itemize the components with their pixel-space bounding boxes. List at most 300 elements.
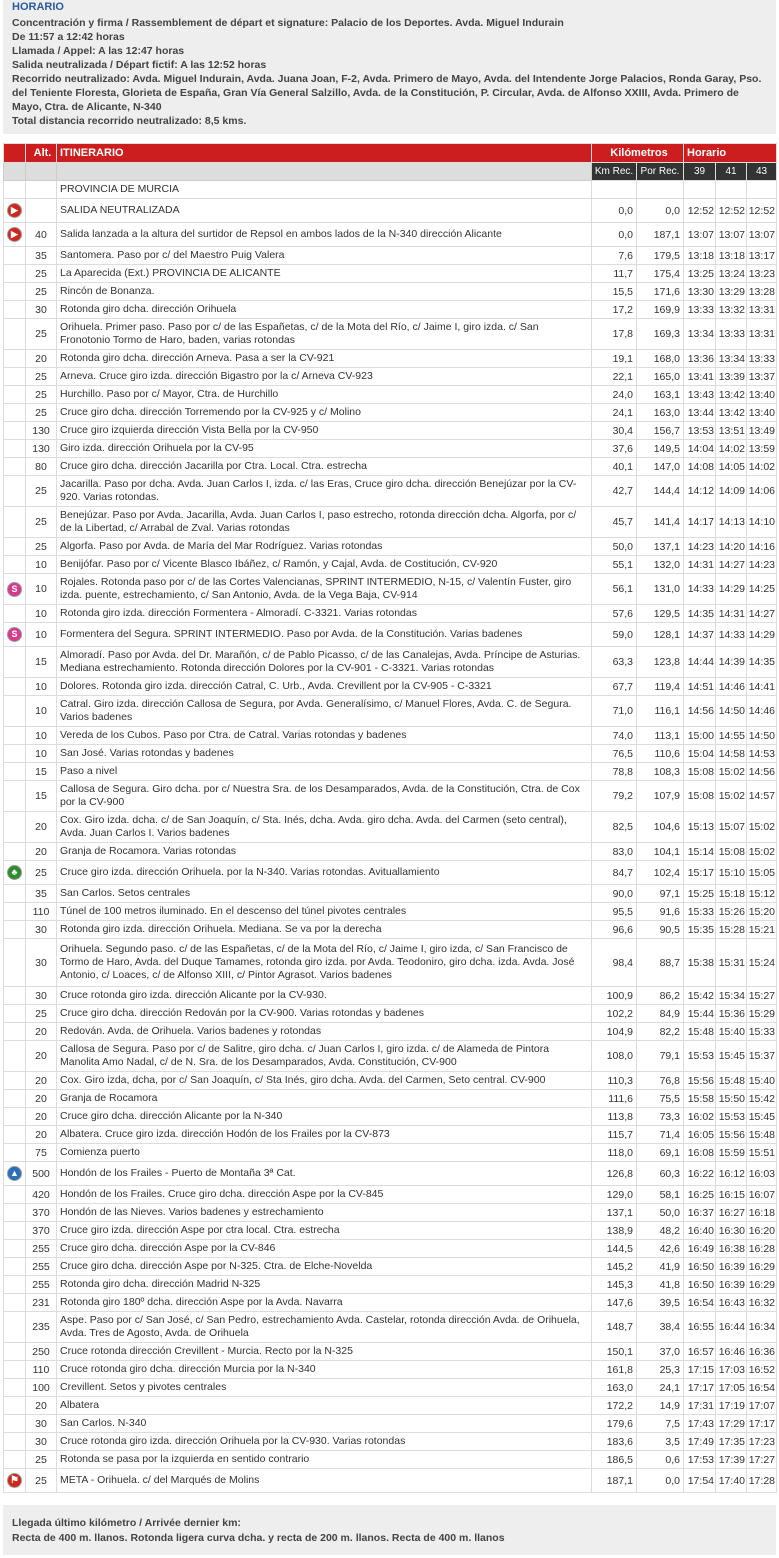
row-km-rec: 138,9: [592, 1222, 637, 1240]
row-km-rec: [592, 181, 637, 199]
row-km-rec: 83,0: [592, 843, 637, 861]
table-row: [4, 556, 777, 574]
row-itinerary: Hondón de los Frailes - Puerto de Montaña 3ª Cat.: [57, 1162, 592, 1186]
row-altitude: 15: [26, 763, 57, 781]
row-time-43: 17:07: [747, 1397, 777, 1415]
row-time-41: 13:18: [716, 247, 747, 265]
row-km-rec: 59,0: [592, 623, 637, 647]
row-time-41: 13:42: [716, 386, 747, 404]
row-icon-cell: [4, 987, 26, 1005]
row-time-41: 13:07: [716, 223, 747, 247]
row-km-rec: 15,5: [592, 283, 637, 301]
row-km-rec: 137,1: [592, 1204, 637, 1222]
subheader-por-rec: Por Rec.: [637, 163, 684, 181]
row-time-39: 14:44: [684, 647, 716, 678]
row-altitude: 30: [26, 301, 57, 319]
table-row: [4, 247, 777, 265]
row-icon-cell: [4, 1222, 26, 1240]
row-altitude: 235: [26, 1312, 57, 1343]
table-row: [4, 368, 777, 386]
row-time-39: 13:33: [684, 301, 716, 319]
row-por-rec: 14,9: [637, 1397, 684, 1415]
row-itinerary: Arneva. Cruce giro izda. dirección Bigastro por la c/ Arneva CV-923: [57, 368, 592, 386]
row-por-rec: 69,1: [637, 1144, 684, 1162]
table-row: [4, 404, 777, 422]
row-km-rec: 19,1: [592, 350, 637, 368]
row-por-rec: 71,4: [637, 1126, 684, 1144]
row-time-39: 15:08: [684, 781, 716, 812]
row-altitude: 10: [26, 605, 57, 623]
page-title: HORARIO: [12, 1, 64, 13]
row-time-41: 16:27: [716, 1204, 747, 1222]
row-km-rec: 126,8: [592, 1162, 637, 1186]
row-por-rec: 3,5: [637, 1433, 684, 1451]
row-icon-cell: [4, 647, 26, 678]
table-header: [4, 144, 777, 163]
row-time-39: 14:12: [684, 476, 716, 507]
row-por-rec: 42,6: [637, 1240, 684, 1258]
table-row: [4, 745, 777, 763]
table-row: [4, 987, 777, 1005]
header-horario: Horario: [684, 144, 777, 163]
row-por-rec: 163,0: [637, 404, 684, 422]
row-time-39: 13:43: [684, 386, 716, 404]
row-time-39: 15:44: [684, 1005, 716, 1023]
row-time-43: 13:49: [747, 422, 777, 440]
subheader-blank-1: [4, 163, 26, 181]
row-time-43: 17:17: [747, 1415, 777, 1433]
row-por-rec: 84,9: [637, 1005, 684, 1023]
row-itinerary: PROVINCIA DE MURCIA: [57, 181, 592, 199]
row-time-39: 14:56: [684, 696, 716, 727]
row-time-43: 15:51: [747, 1144, 777, 1162]
row-time-41: 17:03: [716, 1361, 747, 1379]
row-por-rec: 91,6: [637, 903, 684, 921]
table-row: [4, 301, 777, 319]
row-time-43: 14:27: [747, 605, 777, 623]
row-time-41: 15:02: [716, 781, 747, 812]
row-km-rec: 187,1: [592, 1469, 637, 1493]
row-km-rec: 98,4: [592, 939, 637, 987]
row-itinerary: Cruce giro dcha. dirección Aspe por N-325. Ctra. de Elche-Novelda: [57, 1258, 592, 1276]
row-time-39: 17:31: [684, 1397, 716, 1415]
row-time-39: 13:53: [684, 422, 716, 440]
row-km-rec: 17,2: [592, 301, 637, 319]
row-altitude: [26, 181, 57, 199]
row-time-43: 13:07: [747, 223, 777, 247]
row-time-43: 15:24: [747, 939, 777, 987]
row-km-rec: 90,0: [592, 885, 637, 903]
row-time-43: 15:20: [747, 903, 777, 921]
row-time-39: 16:08: [684, 1144, 716, 1162]
row-km-rec: 118,0: [592, 1144, 637, 1162]
row-itinerary: Callosa de Segura. Giro dcha. por c/ Nuestra Sra. de los Desamparados, Avda. de la Constitución, Ctra. de Cox por la CV-900: [57, 781, 592, 812]
table-row: [4, 1204, 777, 1222]
row-time-43: 17:28: [747, 1469, 777, 1493]
row-por-rec: 86,2: [637, 987, 684, 1005]
row-time-41: 15:59: [716, 1144, 747, 1162]
row-por-rec: 58,1: [637, 1186, 684, 1204]
row-itinerary: Redován. Avda. de Orihuela. Varios badenes y rotondas: [57, 1023, 592, 1041]
row-icon-cell: [4, 1126, 26, 1144]
table-row: [4, 647, 777, 678]
row-time-43: 16:28: [747, 1240, 777, 1258]
row-time-39: 15:08: [684, 763, 716, 781]
row-altitude: 35: [26, 885, 57, 903]
table-row: [4, 386, 777, 404]
row-itinerary: Rotonda giro dcha. dirección Arneva. Pasa a ser la CV-921: [57, 350, 592, 368]
row-km-rec: 76,5: [592, 745, 637, 763]
row-icon-cell: [4, 678, 26, 696]
row-km-rec: 63,3: [592, 647, 637, 678]
table-row: [4, 1361, 777, 1379]
row-altitude: 110: [26, 1361, 57, 1379]
row-km-rec: 82,5: [592, 812, 637, 843]
row-time-41: 15:10: [716, 861, 747, 885]
table-row: [4, 1090, 777, 1108]
row-km-rec: 163,0: [592, 1379, 637, 1397]
row-altitude: 20: [26, 1126, 57, 1144]
row-icon-cell: [4, 1258, 26, 1276]
sprint-icon: S: [7, 627, 22, 642]
row-icon-cell: [4, 1433, 26, 1451]
row-time-43: 14:46: [747, 696, 777, 727]
row-itinerary: Cruce giro dcha. dirección Redován por la CV-900. Varias rotondas y badenes: [57, 1005, 592, 1023]
row-time-43: 13:40: [747, 386, 777, 404]
row-itinerary: Cox. Giro izda, dcha, por c/ San Joaquín, c/ Sta Inés, giro dcha. Avda. del Carmen, Seto central. CV-900: [57, 1072, 592, 1090]
row-itinerary: Cruce giro izda. dirección Orihuela. por la N-340. Varias rotondas. Avituallamiento: [57, 861, 592, 885]
row-time-39: 17:54: [684, 1469, 716, 1493]
row-icon-cell: [4, 199, 26, 223]
table-row: [4, 1144, 777, 1162]
row-time-43: 16:32: [747, 1294, 777, 1312]
row-por-rec: 97,1: [637, 885, 684, 903]
table-row: [4, 727, 777, 745]
row-icon-cell: [4, 1469, 26, 1493]
row-time-41: 15:53: [716, 1108, 747, 1126]
row-km-rec: 104,9: [592, 1023, 637, 1041]
row-altitude: 25: [26, 1005, 57, 1023]
table-row: [4, 199, 777, 223]
row-icon-cell: [4, 1204, 26, 1222]
row-time-41: 17:39: [716, 1451, 747, 1469]
row-time-39: 14:17: [684, 507, 716, 538]
row-icon-cell: [4, 727, 26, 745]
row-km-rec: 50,0: [592, 538, 637, 556]
row-altitude: 420: [26, 1186, 57, 1204]
row-time-43: 16:54: [747, 1379, 777, 1397]
row-time-41: 17:19: [716, 1397, 747, 1415]
row-time-41: 14:20: [716, 538, 747, 556]
row-icon-cell: [4, 350, 26, 368]
row-por-rec: 169,9: [637, 301, 684, 319]
row-altitude: 25: [26, 1469, 57, 1493]
row-altitude: 20: [26, 1041, 57, 1072]
table-row: [4, 861, 777, 885]
row-itinerary: Benejúzar. Paso por Avda. Jacarilla, Avda. Juan Carlos I, paso estrecho, rotonda dirección dcha. Algorfa, por c/ de la Libertad, c/ Arrabal de Zval. Varias rotondas: [57, 507, 592, 538]
row-time-39: 14:31: [684, 556, 716, 574]
row-altitude: 15: [26, 781, 57, 812]
row-altitude: 10: [26, 727, 57, 745]
row-time-41: 15:07: [716, 812, 747, 843]
row-time-41: 16:46: [716, 1343, 747, 1361]
header-line-assembly: Concentración y firma / Rassemblement de départ et signature: Palacio de los Deportes. Avda. Miguel Indurain: [12, 17, 564, 29]
row-itinerary: Albatera: [57, 1397, 592, 1415]
row-altitude: 25: [26, 283, 57, 301]
row-itinerary: Hurchillo. Paso por c/ Mayor, Ctra. de Hurchillo: [57, 386, 592, 404]
row-time-43: 15:42: [747, 1090, 777, 1108]
row-time-39: 15:58: [684, 1090, 716, 1108]
row-itinerary: Rotonda giro dcha. dirección Orihuela: [57, 301, 592, 319]
row-icon-cell: [4, 1451, 26, 1469]
row-altitude: 25: [26, 507, 57, 538]
row-time-41: 14:46: [716, 678, 747, 696]
table-row: [4, 1005, 777, 1023]
row-km-rec: 108,0: [592, 1041, 637, 1072]
row-por-rec: 187,1: [637, 223, 684, 247]
row-itinerary: Túnel de 100 metros iluminado. En el descenso del túnel pivotes centrales: [57, 903, 592, 921]
row-icon-cell: [4, 283, 26, 301]
row-time-43: 14:02: [747, 458, 777, 476]
row-altitude: 25: [26, 476, 57, 507]
table-row: [4, 1222, 777, 1240]
subheader-speed-41: 41: [716, 163, 747, 181]
row-altitude: 30: [26, 1415, 57, 1433]
row-por-rec: 50,0: [637, 1204, 684, 1222]
row-time-43: 14:10: [747, 507, 777, 538]
row-time-43: 15:27: [747, 987, 777, 1005]
row-time-39: 17:49: [684, 1433, 716, 1451]
table-row: [4, 1451, 777, 1469]
row-time-39: 16:57: [684, 1343, 716, 1361]
row-itinerary: Dolores. Rotonda giro izda. dirección Catral, C. Urb., Avda. Crevillent por la CV-905 - C-3321: [57, 678, 592, 696]
row-time-41: 13:51: [716, 422, 747, 440]
row-altitude: 30: [26, 1433, 57, 1451]
header-line-time: De 11:57 a 12:42 horas: [12, 31, 125, 43]
row-por-rec: 0,0: [637, 199, 684, 223]
row-time-39: 16:55: [684, 1312, 716, 1343]
row-time-39: 15:00: [684, 727, 716, 745]
row-km-rec: 11,7: [592, 265, 637, 283]
row-time-39: 16:02: [684, 1108, 716, 1126]
row-time-41: 14:31: [716, 605, 747, 623]
table-row: [4, 1397, 777, 1415]
row-time-39: 13:18: [684, 247, 716, 265]
row-time-39: 17:17: [684, 1379, 716, 1397]
row-icon-cell: [4, 861, 26, 885]
row-icon-cell: [4, 1108, 26, 1126]
table-row: [4, 1186, 777, 1204]
row-itinerary: Almoradí. Paso por Avda. del Dr. Marañón, c/ de Pablo Picasso, c/ de las Canalejas, Avda. Príncipe de Asturias. Mediana estrechamiento. Rotonda dirección Dolores por la CV-901 - C-3321. Varias rotondas: [57, 647, 592, 678]
row-km-rec: 30,4: [592, 422, 637, 440]
row-time-43: 14:25: [747, 574, 777, 605]
row-time-43: 15:29: [747, 1005, 777, 1023]
row-km-rec: 150,1: [592, 1343, 637, 1361]
table-row: [4, 319, 777, 350]
row-km-rec: 55,1: [592, 556, 637, 574]
row-time-43: 16:07: [747, 1186, 777, 1204]
row-time-43: 15:12: [747, 885, 777, 903]
row-altitude: 25: [26, 386, 57, 404]
row-icon-cell: [4, 458, 26, 476]
row-icon-cell: [4, 1240, 26, 1258]
row-km-rec: 102,2: [592, 1005, 637, 1023]
table-row: [4, 265, 777, 283]
row-time-39: 16:40: [684, 1222, 716, 1240]
row-km-rec: 22,1: [592, 368, 637, 386]
row-time-39: 15:14: [684, 843, 716, 861]
row-time-41: 15:50: [716, 1090, 747, 1108]
row-time-41: 13:39: [716, 368, 747, 386]
row-altitude: 20: [26, 350, 57, 368]
row-por-rec: 88,7: [637, 939, 684, 987]
row-icon-cell: [4, 507, 26, 538]
row-time-43: 15:33: [747, 1023, 777, 1041]
finish-icon: ⚑: [7, 1473, 22, 1488]
row-km-rec: 183,6: [592, 1433, 637, 1451]
row-por-rec: 128,1: [637, 623, 684, 647]
subheader-speed-43: 43: [747, 163, 777, 181]
row-time-41: 15:28: [716, 921, 747, 939]
row-km-rec: 24,0: [592, 386, 637, 404]
row-itinerary: San José. Varias rotondas y badenes: [57, 745, 592, 763]
start-icon: ▶: [7, 227, 22, 242]
row-itinerary: Crevillent. Setos y pivotes centrales: [57, 1379, 592, 1397]
row-time-43: 14:41: [747, 678, 777, 696]
header-itinerario: ITINERARIO: [57, 144, 592, 163]
row-time-39: 16:05: [684, 1126, 716, 1144]
row-km-rec: 145,2: [592, 1258, 637, 1276]
start-icon: ▶: [7, 203, 22, 218]
row-time-41: 13:34: [716, 350, 747, 368]
row-time-39: 15:13: [684, 812, 716, 843]
row-time-41: 15:34: [716, 987, 747, 1005]
table-row: [4, 1379, 777, 1397]
row-time-41: 17:40: [716, 1469, 747, 1493]
row-time-41: 14:02: [716, 440, 747, 458]
table-row: [4, 458, 777, 476]
row-time-43: 14:16: [747, 538, 777, 556]
row-time-41: 16:15: [716, 1186, 747, 1204]
row-altitude: 10: [26, 574, 57, 605]
row-time-43: 13:28: [747, 283, 777, 301]
row-por-rec: 39,5: [637, 1294, 684, 1312]
row-time-39: 14:37: [684, 623, 716, 647]
row-altitude: 370: [26, 1222, 57, 1240]
row-icon-cell: [4, 1090, 26, 1108]
row-time-41: 16:39: [716, 1258, 747, 1276]
footer-last-km-desc: Recta de 400 m. llanos. Rotonda ligera curva dcha. y recta de 200 m. llanos. Recta de 400 m. llanos: [12, 1532, 505, 1544]
mountain-icon: ▲: [7, 1166, 22, 1181]
row-icon-cell: [4, 1343, 26, 1361]
row-por-rec: 60,3: [637, 1162, 684, 1186]
row-por-rec: 73,3: [637, 1108, 684, 1126]
row-time-43: 14:35: [747, 647, 777, 678]
header-route: Recorrido neutralizado: Avda. Miguel Indurain, Avda. Juana Joan, F-2, Avda. Primero de Mayo, Avda. del Intendente Jorge Palacios, Ronda Garay, Pso. del Teniente Floresta, Glorieta de España, Gran Vía General Salzillo, Avda. de la Constitución, P. Circular, Avda. de Alfonso XXIII, Avda. Primero de Mayo, Ctra. de Alicante, N-340: [12, 73, 762, 113]
row-icon-cell: [4, 223, 26, 247]
table-row: [4, 1126, 777, 1144]
table-subheader: [4, 163, 777, 181]
row-itinerary: Benijófar. Paso por c/ Vicente Blasco Ibáñez, c/ Ramón, y Cajal, Avda. de Costitución, CV-920: [57, 556, 592, 574]
row-time-41: 15:40: [716, 1023, 747, 1041]
row-icon-cell: [4, 885, 26, 903]
row-icon-cell: [4, 476, 26, 507]
row-time-39: 13:44: [684, 404, 716, 422]
row-time-41: 14:55: [716, 727, 747, 745]
row-altitude: 30: [26, 921, 57, 939]
row-itinerary: Cruce rotonda dirección Crevillent - Murcia. Recto por la N-325: [57, 1343, 592, 1361]
row-time-39: 17:15: [684, 1361, 716, 1379]
row-km-rec: 186,5: [592, 1451, 637, 1469]
row-time-39: 17:53: [684, 1451, 716, 1469]
row-itinerary: Rotonda giro dcha. dirección Madrid N-325: [57, 1276, 592, 1294]
row-km-rec: 129,0: [592, 1186, 637, 1204]
row-time-41: 15:48: [716, 1072, 747, 1090]
header-icon-col: [4, 144, 26, 163]
row-icon-cell: [4, 422, 26, 440]
row-altitude: 130: [26, 422, 57, 440]
row-altitude: 255: [26, 1276, 57, 1294]
row-km-rec: 113,8: [592, 1108, 637, 1126]
row-icon-cell: [4, 265, 26, 283]
row-por-rec: 165,0: [637, 368, 684, 386]
row-time-43: 15:48: [747, 1126, 777, 1144]
row-itinerary: Cruce rotonda giro izda. dirección Alicante por la CV-930.: [57, 987, 592, 1005]
row-time-43: 16:29: [747, 1276, 777, 1294]
row-time-43: 15:37: [747, 1041, 777, 1072]
row-altitude: 25: [26, 319, 57, 350]
row-time-39: 14:35: [684, 605, 716, 623]
row-km-rec: 111,6: [592, 1090, 637, 1108]
table-row: [4, 1415, 777, 1433]
row-altitude: 231: [26, 1294, 57, 1312]
row-time-39: 15:25: [684, 885, 716, 903]
row-itinerary: META - Orihuela. c/ del Marqués de Molins: [57, 1469, 592, 1493]
row-icon-cell: [4, 605, 26, 623]
row-icon-cell: [4, 1312, 26, 1343]
row-por-rec: 147,0: [637, 458, 684, 476]
row-por-rec: 132,0: [637, 556, 684, 574]
row-itinerary: Cruce giro dcha. dirección Torremendo por la CV-925 y c/ Molino: [57, 404, 592, 422]
row-itinerary: Cruce giro izquierda dirección Vista Bella por la CV-950: [57, 422, 592, 440]
row-itinerary: Paso a nivel: [57, 763, 592, 781]
row-itinerary: Rotonda giro 180º dcha. dirección Aspe por la Avda. Navarra: [57, 1294, 592, 1312]
row-por-rec: 110,6: [637, 745, 684, 763]
table-row: [4, 885, 777, 903]
row-km-rec: 144,5: [592, 1240, 637, 1258]
row-itinerary: Cruce rotonda giro izda. dirección Orihuela por la CV-930. Varias rotondas: [57, 1433, 592, 1451]
row-itinerary: Hondón de las Nieves. Varios badenes y estrechamiento: [57, 1204, 592, 1222]
row-time-39: 13:25: [684, 265, 716, 283]
row-icon-cell: [4, 1294, 26, 1312]
row-por-rec: 131,0: [637, 574, 684, 605]
row-time-43: 13:37: [747, 368, 777, 386]
row-icon-cell: [4, 1186, 26, 1204]
row-time-43: 15:21: [747, 921, 777, 939]
row-altitude: 255: [26, 1258, 57, 1276]
table-row: [4, 1072, 777, 1090]
row-por-rec: [637, 181, 684, 199]
table-row: [4, 350, 777, 368]
row-time-41: 14:29: [716, 574, 747, 605]
sprint-icon: S: [7, 582, 22, 597]
row-altitude: 10: [26, 678, 57, 696]
row-time-39: 15:38: [684, 939, 716, 987]
itinerary-table: [3, 143, 777, 1493]
row-time-39: 15:48: [684, 1023, 716, 1041]
table-row: [4, 781, 777, 812]
row-itinerary: Catral. Giro izda. dirección Callosa de Segura, por Avda. Generalísimo, c/ Manuel Flores, Avda. C. de Segura. Varios badenes: [57, 696, 592, 727]
